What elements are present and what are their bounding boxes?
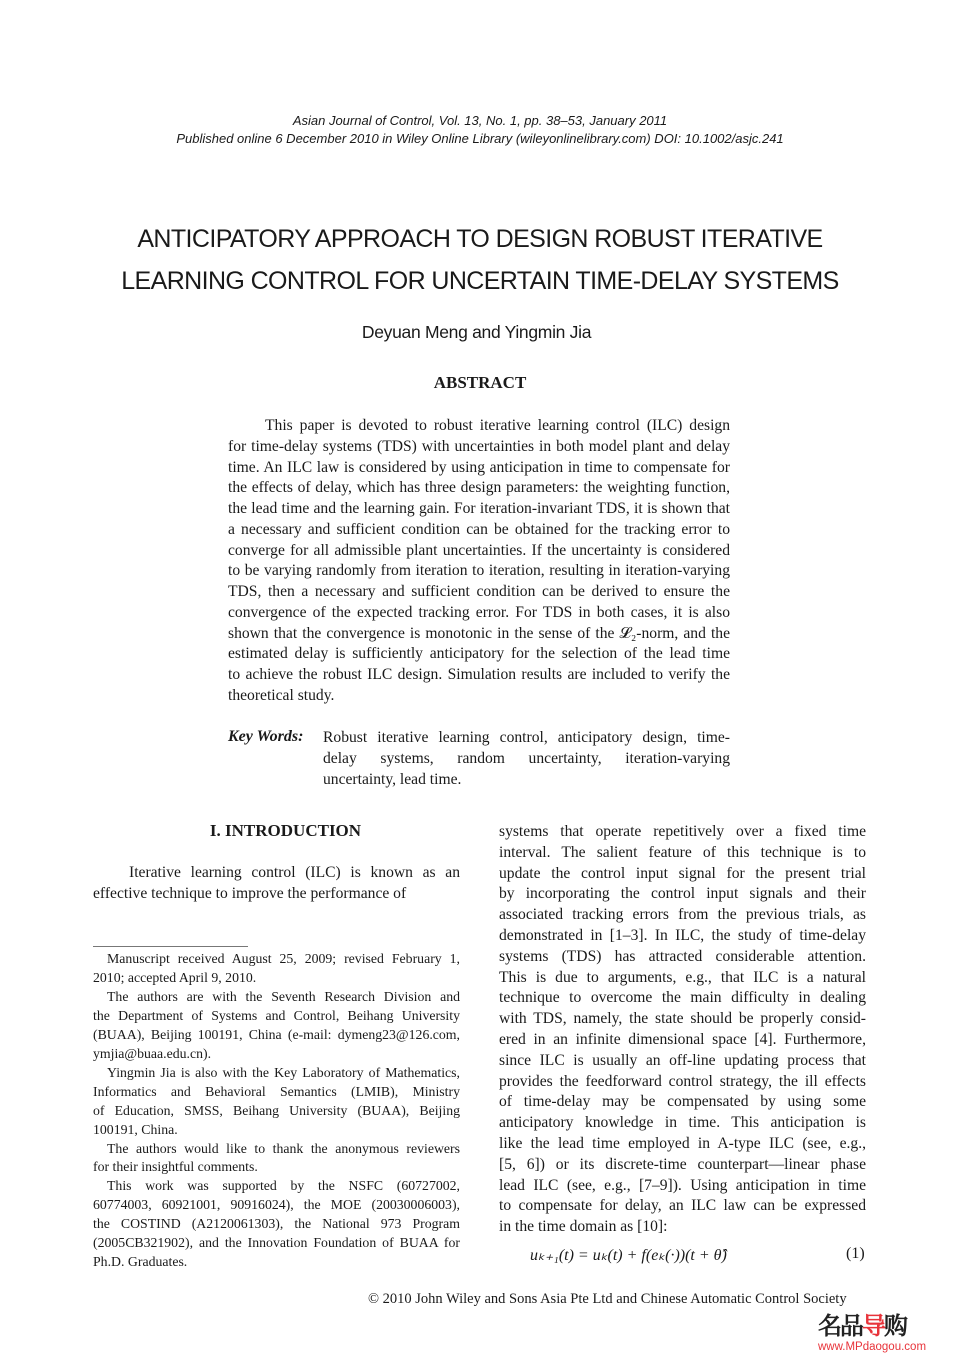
- introduction-line: systems that operate repetitively over a fixed time: [499, 823, 866, 840]
- footnote-line: the Department of Systems and Control, Beihang University: [93, 1007, 460, 1023]
- introduction-line: with TDS, namely, the state should be properly consid-: [499, 1010, 866, 1028]
- introduction-line: lead ILC (see, e.g., [7–9]). Using anticipation in time: [499, 1176, 866, 1194]
- introduction-paragraph-continued: [499, 822, 866, 1242]
- publication-info: Published online 6 December 2010 in Wiley Online Library (wileyonlinelibrary.com) DOI: 10.1002/asjc.241: [176, 131, 784, 146]
- authors: Deyuan Meng and Yingmin Jia: [361, 322, 592, 342]
- footnote-divider: [93, 946, 248, 947]
- introduction-heading: I. INTRODUCTION: [209, 821, 362, 840]
- keywords-label: Key Words:: [228, 728, 304, 745]
- abstract-heading: ABSTRACT: [433, 373, 527, 392]
- logo-url: www.MPdaogou.com: [818, 1341, 927, 1353]
- abstract-line: TDS, then a necessary and sufficient condition can be derived to ensure the: [228, 583, 730, 600]
- footnote-line: Informatics and Behavioral Semantics (LMIB), Ministry: [93, 1083, 460, 1099]
- introduction-line: effective technique to improve the performance of: [93, 884, 407, 902]
- introduction-line: in the time domain as [10]:: [499, 1218, 668, 1236]
- footnote-line: Manuscript received August 25, 2009; revised February 1,: [107, 951, 460, 966]
- abstract-line: a necessary and sufficient condition can be obtained for the tracking error to: [228, 520, 730, 538]
- keywords-line: Robust iterative learning control, anticipatory design, time-: [323, 729, 730, 746]
- abstract-line: for time-delay systems (TDS) with uncertainties in both model plant and delay: [228, 437, 730, 455]
- equation-number: (1): [846, 1245, 865, 1262]
- abstract-line: converge for all admissible plant uncertainties. If the uncertainty is considered: [228, 541, 730, 559]
- paper-title-line-1: ANTICIPATORY APPROACH TO DESIGN ROBUST ITERATIVE: [137, 225, 823, 253]
- introduction-line: associated tracking errors from the previous trials, as: [499, 906, 866, 924]
- abstract-line: to be varying randomly from iteration to iteration, resulting in iteration-varying: [228, 562, 730, 580]
- introduction-line: [5, 6]) or its discrete-time counterpart—linear phase: [499, 1155, 866, 1173]
- footnotes: [93, 950, 460, 1270]
- abstract-line: the effects of delay, which has three design parameters: the weighting function,: [228, 479, 730, 497]
- introduction-line: ered in an infinite dimensional space [4]. Furthermore,: [499, 1031, 866, 1048]
- footnote-line: 100191, China.: [93, 1121, 178, 1137]
- introduction-line: This is due to arguments, e.g., that ILC is a natural: [499, 968, 866, 986]
- introduction-line: to compensate for delay, an ILC law can be expressed: [499, 1197, 866, 1215]
- abstract-line: This paper is devoted to robust iterative learning control (ILC) design: [265, 417, 730, 434]
- introduction-line: by incorporating the control input signals and their: [499, 885, 866, 903]
- footnote-line: The authors are with the Seventh Research Division and: [107, 988, 460, 1004]
- introduction-line: demonstrated in [1–3]. In ILC, the study of time-delay: [499, 927, 866, 944]
- introduction-line: since ILC is usually an off-line updating process that: [499, 1051, 866, 1069]
- footnote-line: (2005CB321902), and the Innovation Foundation of BUAA for: [93, 1235, 460, 1251]
- footnote-line: Yingmin Jia is also with the Key Laboratory of Mathematics,: [107, 1064, 460, 1080]
- introduction-line: update the control input signal for the present trial: [499, 864, 866, 882]
- abstract-line: to achieve the robust ILC design. Simulation results are included to verify the: [228, 666, 730, 683]
- abstract-line: estimated delay is sufficiently anticipatory for the selection of the lead time: [228, 645, 730, 663]
- abstract-line: time. An ILC law is considered by using anticipation in time to compensate for: [228, 458, 730, 476]
- keywords-list: [323, 728, 730, 792]
- footnote-line: The authors would like to thank the anonymous reviewers: [107, 1140, 460, 1156]
- footnote-line: 60774003, 60921001, 90916024), the MOE (20030006003),: [93, 1197, 460, 1213]
- introduction-line: Iterative learning control (ILC) is known as an: [129, 864, 460, 881]
- introduction-line: like the lead time employed in A-type ILC (see, e.g.,: [499, 1135, 866, 1152]
- introduction-line: systems (TDS) has attracted considerable attention.: [499, 947, 866, 965]
- copyright-notice: © 2010 John Wiley and Sons Asia Pte Ltd and Chinese Automatic Control Society: [368, 1291, 847, 1307]
- footnote-line: This work was supported by the NSFC (60727002,: [107, 1178, 460, 1194]
- keywords-line: delay systems, random uncertainty, iteration-varying: [323, 749, 730, 767]
- introduction-line: of time-delay may be compensated by using some: [499, 1093, 866, 1111]
- footnote-line: of Education, SMSS, Beihang University (BUAA), Beijing: [93, 1102, 460, 1118]
- abstract-line: shown that the convergence is monotonic in the sense of the 𝓛₂-norm, and the: [228, 624, 730, 642]
- introduction-line: provides the feedforward control strategy, the ill effects: [499, 1072, 866, 1090]
- abstract-line: convergence of the expected tracking error. For TDS in both cases, it is also: [228, 603, 730, 621]
- abstract-body: [228, 416, 730, 716]
- footnote-line: Ph.D. Graduates.: [93, 1254, 188, 1270]
- footnote-line: 2010; accepted April 9, 2010.: [93, 969, 257, 985]
- introduction-line: anticipatory knowledge in time. This anticipation is: [499, 1114, 866, 1132]
- footnote-line: (BUAA), Beijing 100191, China (e-mail: dymeng23@126.com,: [93, 1026, 460, 1042]
- footnote-line: ymjia@buaa.edu.cn).: [93, 1045, 212, 1061]
- logo-chars: 名品导购: [818, 1312, 906, 1340]
- footnote-line: the COSTIND (A2120061303), the National 973 Program: [93, 1216, 460, 1232]
- abstract-line: theoretical study.: [228, 686, 335, 704]
- introduction-line: interval. The salient feature of this technique is to: [499, 843, 866, 861]
- introduction-line: technique to overcome the main difficulty in dealing: [499, 989, 866, 1007]
- footnote-line: for their insightful comments.: [93, 1159, 258, 1175]
- introduction-paragraph-start: [93, 863, 460, 907]
- mpdaogou-logo: [818, 1312, 946, 1356]
- abstract-line: the lead time and the learning gain. For iteration-invariant TDS, it is shown that: [228, 500, 730, 517]
- journal-citation: Asian Journal of Control, Vol. 13, No. 1, pp. 38–53, January 2011: [292, 113, 668, 128]
- keywords-line: uncertainty, lead time.: [323, 770, 462, 788]
- equation-1: uₖ₊₁(t) = uₖ(t) + f(eₖ(·))(t + θ̂): [530, 1247, 727, 1264]
- paper-title-line-2: LEARNING CONTROL FOR UNCERTAIN TIME-DELAY SYSTEMS: [121, 267, 839, 295]
